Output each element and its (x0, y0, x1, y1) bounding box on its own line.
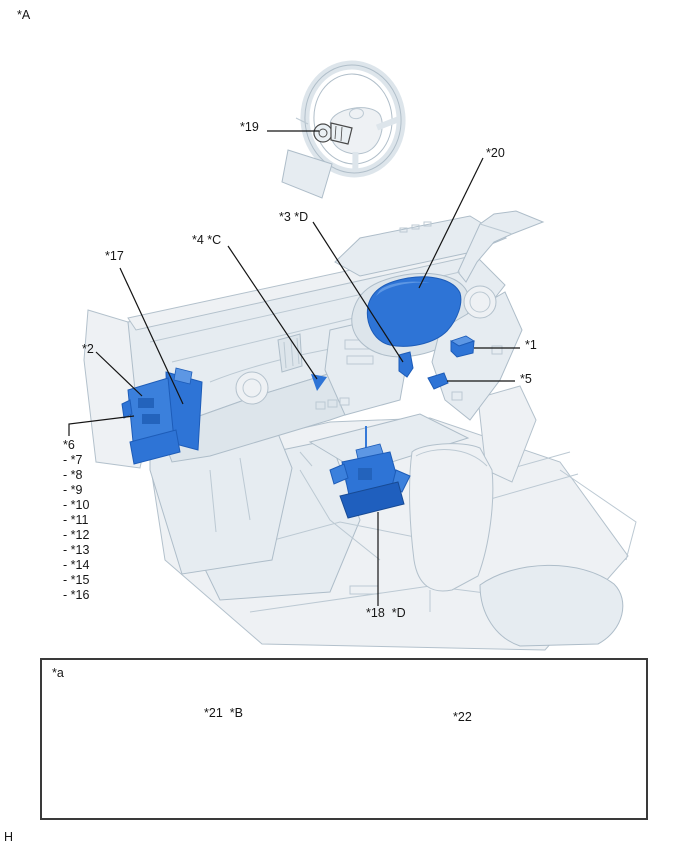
callout-20-label: *20 (486, 146, 505, 160)
parts-list-item: - *15 (63, 573, 90, 587)
parts-list-item: - *14 (63, 558, 90, 572)
callout-4-label: *4 *C (192, 233, 222, 247)
parts-list-item: - *9 (63, 483, 83, 497)
inset-marker-a: *a (52, 666, 64, 680)
parts-list-item: - *11 (63, 513, 89, 527)
parts-list (63, 438, 89, 603)
callout-21-label: *21 *B (204, 706, 243, 720)
parts-list-item: - *10 (63, 498, 90, 512)
parts-list-item: - *13 (63, 543, 90, 557)
callout-19-label: *19 (240, 120, 259, 134)
callout-3-label: *3 *D (279, 210, 309, 224)
callout-5-label: *5 (520, 372, 532, 386)
parts-list-item: - *7 (63, 453, 83, 467)
callout-22-label: *22 (453, 710, 472, 724)
parts-list-header: *6 (63, 438, 75, 452)
parts-list-item: - *12 (63, 528, 90, 542)
callout-17-label: *17 (105, 249, 124, 263)
inset-box (40, 658, 648, 820)
callout-18-label: *18 *D (366, 606, 406, 620)
callout-2-label: *2 (82, 342, 94, 356)
parts-list-item: - *16 (63, 588, 90, 602)
page-marker-h: H (4, 830, 14, 844)
callout-1-label: *1 (525, 338, 537, 352)
view-marker-a: *A (17, 8, 31, 22)
parts-list-item: - *8 (63, 468, 83, 482)
part-19-switch (314, 123, 352, 144)
